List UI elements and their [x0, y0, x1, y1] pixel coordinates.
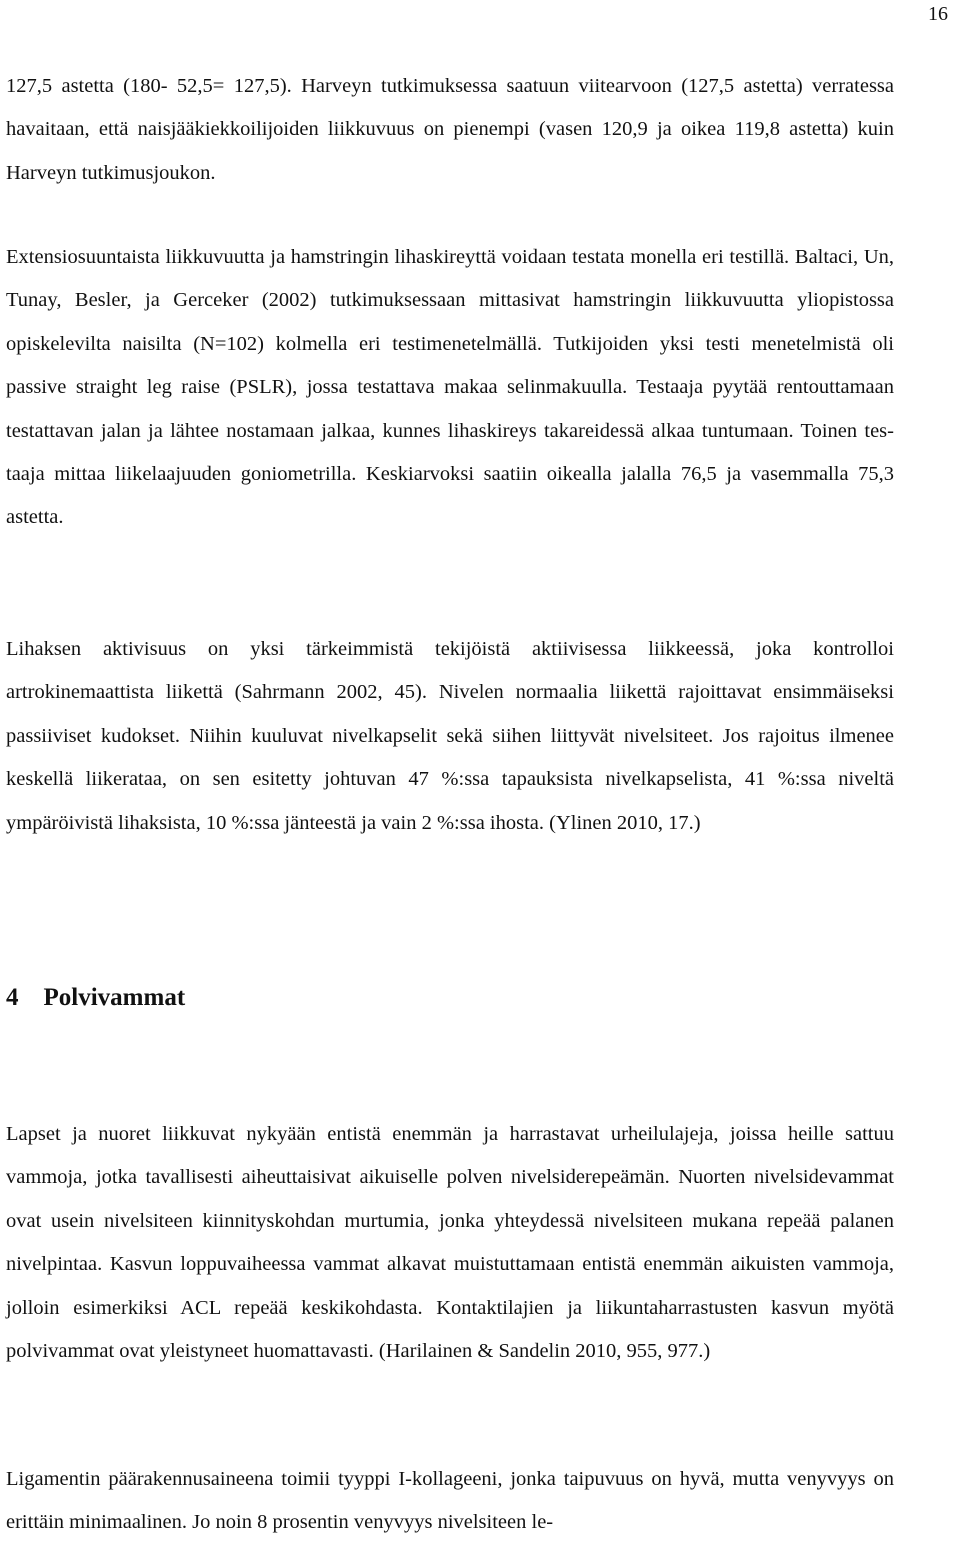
paragraph-youth-injuries: Lapset ja nuoret liikkuvat nykyään entistä enemmän ja harrastavat urheilulajeja, joissa heille sattuu vammoja, jotka tavallisesti aiheuttaisivat aikuiselle polven nivelsiderepeämän. Nuorten nivelsidevammat ovat usein nivelsiteen kiinnityskohdan murtumia, jonka yhteydessä nivelsiteen mukana repeää palanen nivelpintaa. Kasvun loppuvaiheessa vammat alkavat muistuttamaan entistä enemmän aikuisten vammoja, jolloin esimerkiksi ACL repeää keskikohdasta. Kontaktilajien ja liikuntaharrastusten kasvun myötä polvivammat ovat yleistyneet huomattavasti. (Harilainen & Sandelin 2010, 955, 977.) — [6, 1123, 894, 1363]
paragraph-ligament-collagen: Ligamentin päärakennusaineena toimii tyyppi I-kollageeni, jonka taipuvuus on hyvä, mutta venyvyys on erittäin minimaalinen. Jo noin 8 prosentin venyvyys nivelsiteen le- — [6, 1468, 894, 1534]
section-heading-knee-injuries: 4 Polvivammat — [6, 984, 186, 1011]
page-number: 16 — [928, 3, 948, 25]
paragraph-extension-testing: Extensiosuuntaista liikkuvuutta ja hamstringin lihaskireyttä voidaan testata monella eri testillä. Baltaci, Un, Tunay, Besler, ja Gerceker (2002) tutkimuksessaan mittasivat hamstringin liikkuvuutta yliopistossa opiskelevilta naisilta (N=102) kolmella eri testimenetelmällä. Tutkijoiden yksi testi menetelmistä oli passive straight leg raise (PSLR), jossa testattava makaa selinmakuulla. Testaaja pyytää rentouttamaan testattavan jalan ja lähtee nostamaan jalkaa, kunnes lihaskireys takareidessä alkaa tuntumaan. Toinen testaaja mittaa liikelaajuuden goniometrilla. Keskiarvoksi saatiin oikealla jalalla 76,5 ja vasemmalla 75,3 astetta. — [6, 246, 894, 529]
paragraph-harvey-results: 127,5 astetta (180- 52,5= 127,5). Harveyn tutkimuksessa saatuun viitearvoon (127,5 astetta) verratessa havaitaan, että naisjääkiekkoilijoiden liikkuvuus on pienempi (vasen 120,9 ja oikea 119,8 astetta) kuin Harveyn tutkimusjoukon. — [6, 75, 894, 184]
paragraph-muscle-activity: Lihaksen aktivisuus on yksi tärkeimmistä tekijöistä aktiivisessa liikkeessä, joka kontrolloi artrokinemaattista liikettä (Sahrmann 2002, 45). Nivelen normaalia liikettä rajoittavat ensimmäiseksi passiiviset kudokset. Niihin kuuluvat nivelkapselit sekä siihen liittyvät nivelsiteet. Jos rajoitus ilmenee keskellä liikerataa, on sen esitetty johtuvan 47 %:ssa tapauksista nivelkapselista, 41 %:ssa niveltä ympäröivistä lihaksista, 10 %:ssa jänteestä ja vain 2 %:ssa ihosta. (Ylinen 2010, 17.) — [6, 638, 894, 834]
